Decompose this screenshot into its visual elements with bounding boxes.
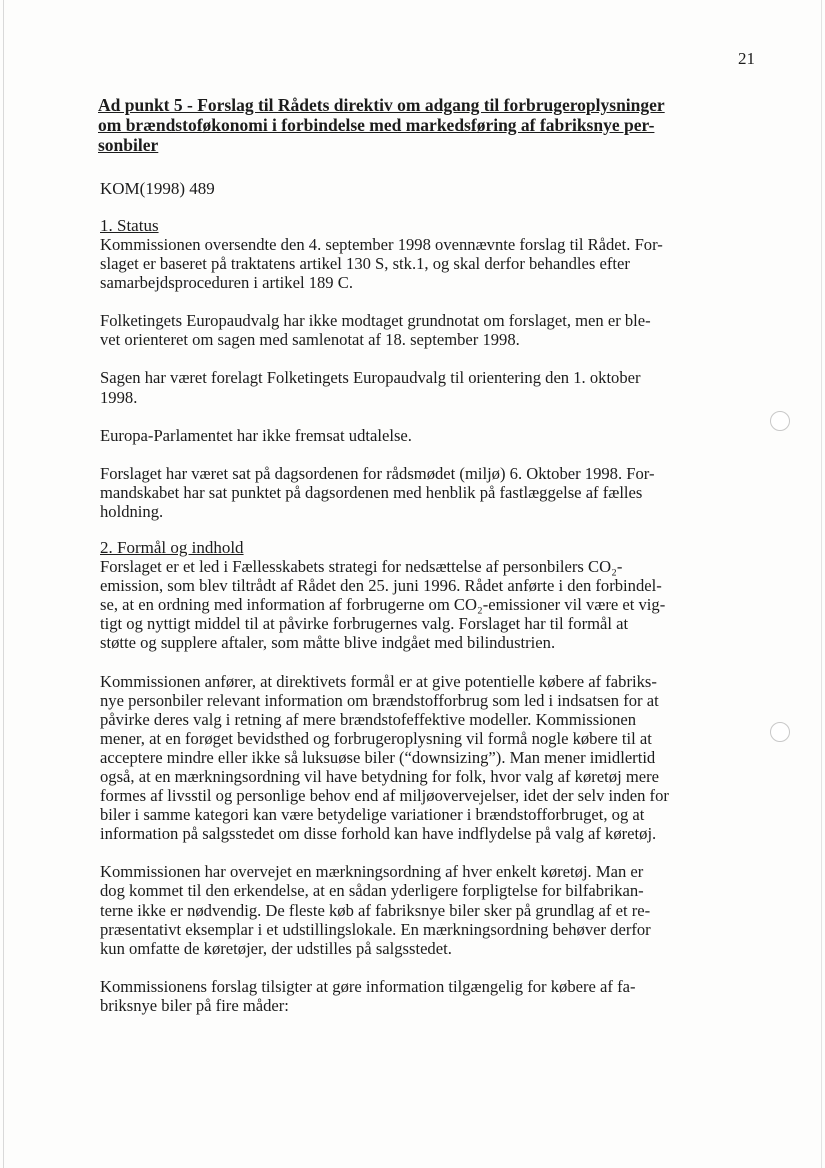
document-body (98, 95, 758, 1015)
text-line: Forslaget er et led i Fællesskabets strategi for nedsættelse af personbilers CO₂- (100, 557, 623, 577)
text-line: information på salgsstedet om disse forhold kan have indflydelse på valg af køretøj. (100, 824, 657, 844)
document-title (98, 95, 758, 155)
title-line: om brændstoføkonomi i forbindelse med markedsføring af fabriksnye per- (98, 115, 655, 135)
section-heading-purpose: 2. Formål og indhold (100, 538, 244, 558)
text-line: emission, som blev tiltrådt af Rådet den 25. juni 1996. Rådet anførte i den forbindel- (100, 576, 662, 596)
text-line: Kommissionen oversendte den 4. september 1998 ovennævnte forslag til Rådet. For- (100, 235, 663, 254)
punch-hole (770, 722, 790, 742)
text-line: Europa-Parlamentet har ikke fremsat udtalelse. (100, 425, 412, 445)
text-line: påvirke deres valg i retning af mere brændstofeffektive modeller. Kommissionen (100, 709, 637, 729)
text-line: samarbejdsproceduren i artikel 189 C. (100, 273, 353, 293)
text-line: dog kommet til den erkendelse, at en sådan yderligere forpligtelse for bilfabrikan- (100, 881, 644, 901)
paragraph (100, 977, 758, 1015)
text-line: vet orienteret om sagen med samlenotat af 18. september 1998. (100, 330, 520, 350)
page-edge-right (821, 0, 822, 1168)
text-line: tigt og nyttigt middel til at påvirke forbrugernes valg. Forslaget har til formål at (100, 614, 629, 634)
text-line: terne ikke er nødvendig. De fleste køb af fabriksnye biler sker på grundlag af et re- (100, 900, 651, 920)
text-line: biler i samme kategori kan være betydelige variationer i brændstofforbruget, og at (100, 805, 645, 825)
paragraph (100, 464, 758, 521)
text-line: acceptere mindre eller ikke så luksuøse biler (“downsizing”). Man mener imidlertid (100, 747, 656, 767)
paragraph (100, 368, 758, 406)
page-edge-left (3, 0, 4, 1168)
text-line: se, at en ordning med information af forbrugerne om CO₂-emissioner vil være et vig- (100, 595, 666, 615)
text-line: briksnye biler på fire måder: (100, 995, 289, 1015)
page-number: 21 (738, 49, 755, 68)
text-line: også, at en mærkningsordning vil have betydning for folk, hvor valg af køretøj mere (100, 766, 659, 786)
paragraph (100, 235, 758, 292)
text-line: Kommissionens forslag tilsigter at gøre information tilgængelig for købere af fa- (100, 976, 636, 996)
paragraph (100, 862, 758, 957)
paragraph (100, 557, 758, 652)
document-reference: KOM(1998) 489 (100, 179, 215, 198)
text-line: Kommissionen har overvejet en mærkningsordning af hver enkelt køretøj. Man er (100, 862, 644, 882)
text-line: kun omfatte de køretøjer, der udstilles på salgsstedet. (100, 938, 452, 958)
paragraph (100, 426, 758, 445)
punch-hole (770, 411, 790, 431)
section-heading-status: 1. Status (100, 216, 159, 235)
text-line: Kommissionen anfører, at direktivets formål er at give potentielle købere af fabriks- (100, 671, 657, 691)
paragraph (100, 311, 758, 349)
title-line: Ad punkt 5 - Forslag til Rådets direktiv om adgang til forbrugeroplysninger (98, 95, 665, 115)
text-line: Folketingets Europaudvalg har ikke modtaget grundnotat om forslaget, men er ble- (100, 311, 651, 331)
text-line: holdning. (100, 501, 164, 521)
text-line: slaget er baseret på traktatens artikel 130 S, stk.1, og skal derfor behandles efter (100, 254, 630, 274)
text-line: 1998. (100, 387, 138, 407)
text-line: støtte og supplere aftaler, som måtte blive indgået med bilindustrien. (100, 633, 556, 653)
text-line: Forslaget har været sat på dagsordenen for rådsmødet (miljø) 6. Oktober 1998. For- (100, 463, 655, 483)
title-line: sonbiler (98, 135, 159, 155)
text-line: formes af livsstil og personlige behov end af miljøovervejelser, idet der selv inden for (100, 786, 669, 806)
paragraph (100, 672, 758, 844)
text-line: præsentativt eksemplar i et udstillingslokale. En mærkningsordning behøver derfor (100, 919, 651, 939)
text-line: Sagen har været forelagt Folketingets Europaudvalg til orientering den 1. oktober (100, 368, 641, 388)
text-line: nye personbiler relevant information om brændstofforbrug som led i indsatsen for at (100, 690, 659, 710)
text-line: mener, at en forøget bevidsthed og forbrugeroplysning vil formå nogle købere til at (100, 728, 652, 748)
text-line: mandskabet har sat punktet på dagsordenen med henblik på fastlæggelse af fælles (100, 482, 643, 502)
